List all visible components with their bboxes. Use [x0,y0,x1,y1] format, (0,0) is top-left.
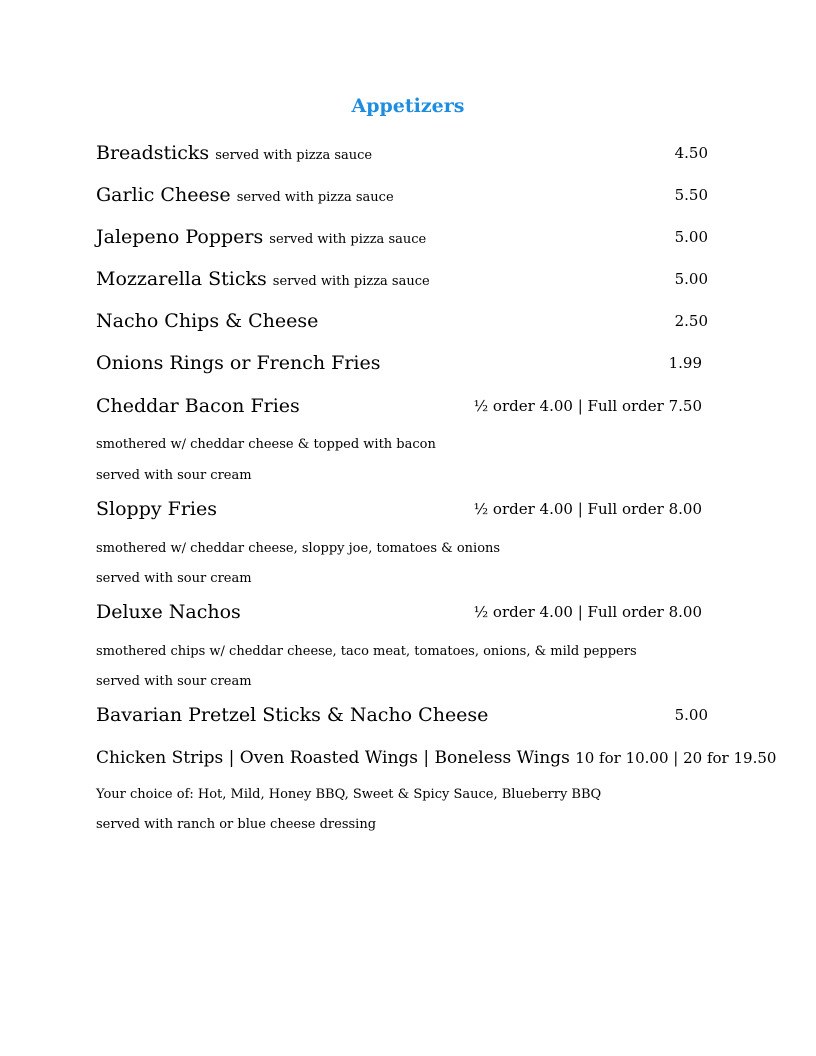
item-price: 4.50 [674,144,708,162]
item-price: ½ order 4.00 | Full order 8.00 [473,603,702,621]
menu-item [96,599,708,625]
item-price: 10 for 10.00 | 20 for 19.50 [575,749,777,767]
item-name: Deluxe Nachos [96,601,241,623]
item-price: 2.50 [674,312,708,330]
menu-item [96,745,776,771]
item-name: Nacho Chips & Cheese [96,310,319,332]
menu-item [96,393,708,419]
menu-item [96,140,708,166]
item-note: Your choice of: Hot, Mild, Honey BBQ, Sweet & Spicy Sauce, Blueberry BBQ [96,787,602,802]
item-note: served with sour cream [96,571,252,586]
item-name: Bavarian Pretzel Sticks & Nacho Cheese [96,704,489,726]
menu-item [96,182,708,208]
item-price: ½ order 4.00 | Full order 7.50 [473,397,702,415]
menu-item [96,308,708,334]
item-name: Onions Rings or French Fries [96,352,381,374]
item-name: Cheddar Bacon Fries [96,395,300,417]
menu-item [96,702,708,728]
item-price: 5.00 [674,706,708,724]
item-note: served with sour cream [96,468,252,483]
menu-item [96,266,708,292]
item-name: Sloppy Fries [96,498,217,520]
item-description: served with pizza sauce [236,190,394,205]
item-note: smothered chips w/ cheddar cheese, taco meat, tomatoes, onions, & mild peppers [96,644,637,659]
item-description: served with pizza sauce [269,232,427,247]
item-note: served with sour cream [96,674,252,689]
menu-item [96,350,708,376]
menu-section-title: Appetizers [351,95,465,117]
item-description: served with pizza sauce [215,148,373,163]
menu-item [96,496,708,522]
item-price: 5.00 [674,270,708,288]
item-price: ½ order 4.00 | Full order 8.00 [473,500,702,518]
item-description: served with pizza sauce [272,274,430,289]
item-note: smothered w/ cheddar cheese & topped with bacon [96,437,436,452]
item-name: Breadsticks [96,142,210,164]
item-price: 1.99 [668,354,702,372]
item-note: smothered w/ cheddar cheese, sloppy joe, tomatoes & onions [96,541,501,556]
item-name: Jalepeno Poppers [96,226,264,248]
item-price: 5.00 [674,228,708,246]
item-price: 5.50 [674,186,708,204]
menu-item [96,224,708,250]
item-note: served with ranch or blue cheese dressing [96,817,377,832]
item-name: Garlic Cheese [96,184,231,206]
item-name: Chicken Strips | Oven Roasted Wings | Boneless Wings [96,748,570,768]
item-name: Mozzarella Sticks [96,268,267,290]
